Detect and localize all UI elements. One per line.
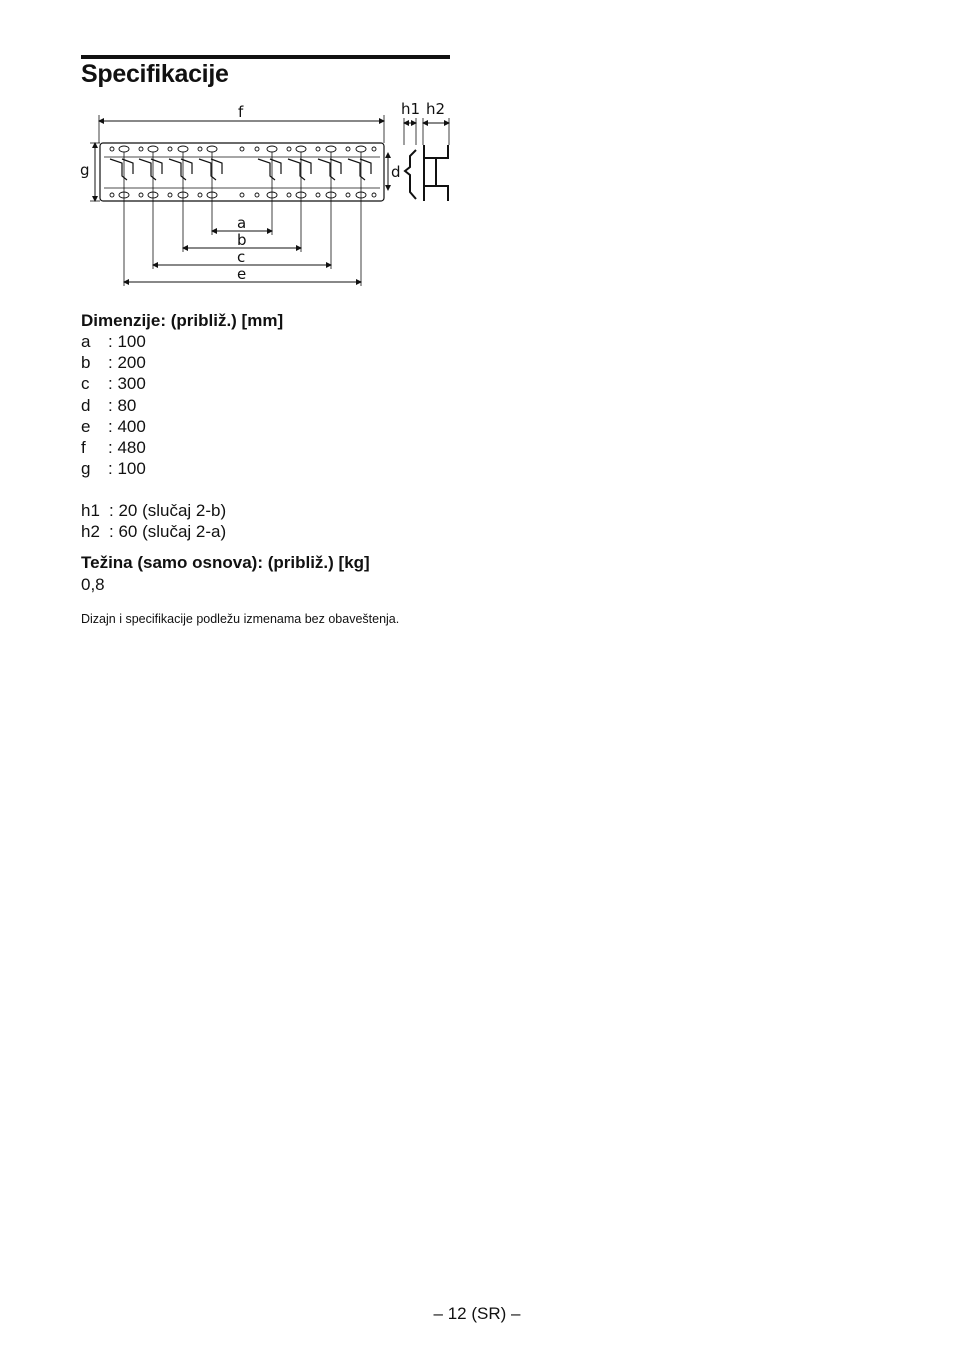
dimension-key: b (81, 353, 91, 373)
title-rule (81, 55, 450, 59)
label-h2: h2 (426, 100, 446, 118)
page-title: Specifikacije (81, 60, 229, 88)
weight-value: 0,8 (81, 575, 105, 594)
profile-h1 (405, 150, 416, 199)
dimension-row-a (81, 331, 146, 352)
dimension-key: h1 (81, 501, 100, 520)
dimension-value: : 300 (108, 374, 146, 394)
dimension-value: : 400 (108, 416, 146, 436)
dimension-row-d (81, 395, 146, 416)
label-f: f (238, 103, 244, 121)
label-h1: h1 (401, 100, 421, 118)
label-e: e (237, 265, 247, 283)
dimension-value: : 100 (108, 459, 146, 479)
weight-heading: Težina (samo osnova): (približ.) [kg] (81, 553, 370, 572)
dimension-row-g (81, 458, 146, 479)
label-c: c (237, 248, 246, 266)
dimension-row-h2 (81, 521, 226, 542)
dimension-row-h1 (81, 500, 226, 521)
profile-h2 (436, 145, 448, 201)
dimension-value: : 80 (108, 395, 137, 415)
bracket-diagram (76, 96, 456, 290)
page-number: – 12 (SR) – (433, 1304, 521, 1323)
dimension-value: : 20 (slučaj 2-b) (109, 501, 227, 520)
dimension-key: e (81, 416, 91, 436)
height-dimensions-list (81, 500, 226, 542)
label-d: d (391, 163, 401, 181)
dimension-row-b (81, 352, 146, 373)
dimension-value: : 100 (108, 332, 146, 351)
dimensions-list (81, 331, 146, 479)
dimension-row-c (81, 373, 146, 394)
dimension-key: d (81, 395, 91, 415)
dimension-key: f (81, 437, 86, 457)
dimension-value: : 200 (108, 353, 146, 373)
label-b: b (237, 231, 247, 249)
dimension-row-e (81, 416, 146, 437)
dimension-value: : 60 (slučaj 2-a) (109, 522, 227, 542)
dimension-key: c (81, 374, 90, 394)
dimension-key: h2 (81, 522, 100, 542)
dimension-row-f (81, 437, 146, 458)
label-a: a (237, 214, 247, 232)
dimension-key: a (81, 332, 91, 351)
disclaimer-note: Dizajn i specifikacije podležu izmenama bez obaveštenja. (81, 612, 400, 626)
dimensions-heading: Dimenzije: (približ.) [mm] (81, 311, 284, 330)
label-g: g (80, 161, 90, 179)
dimension-key: g (81, 459, 91, 479)
dimension-value: : 480 (108, 437, 146, 457)
